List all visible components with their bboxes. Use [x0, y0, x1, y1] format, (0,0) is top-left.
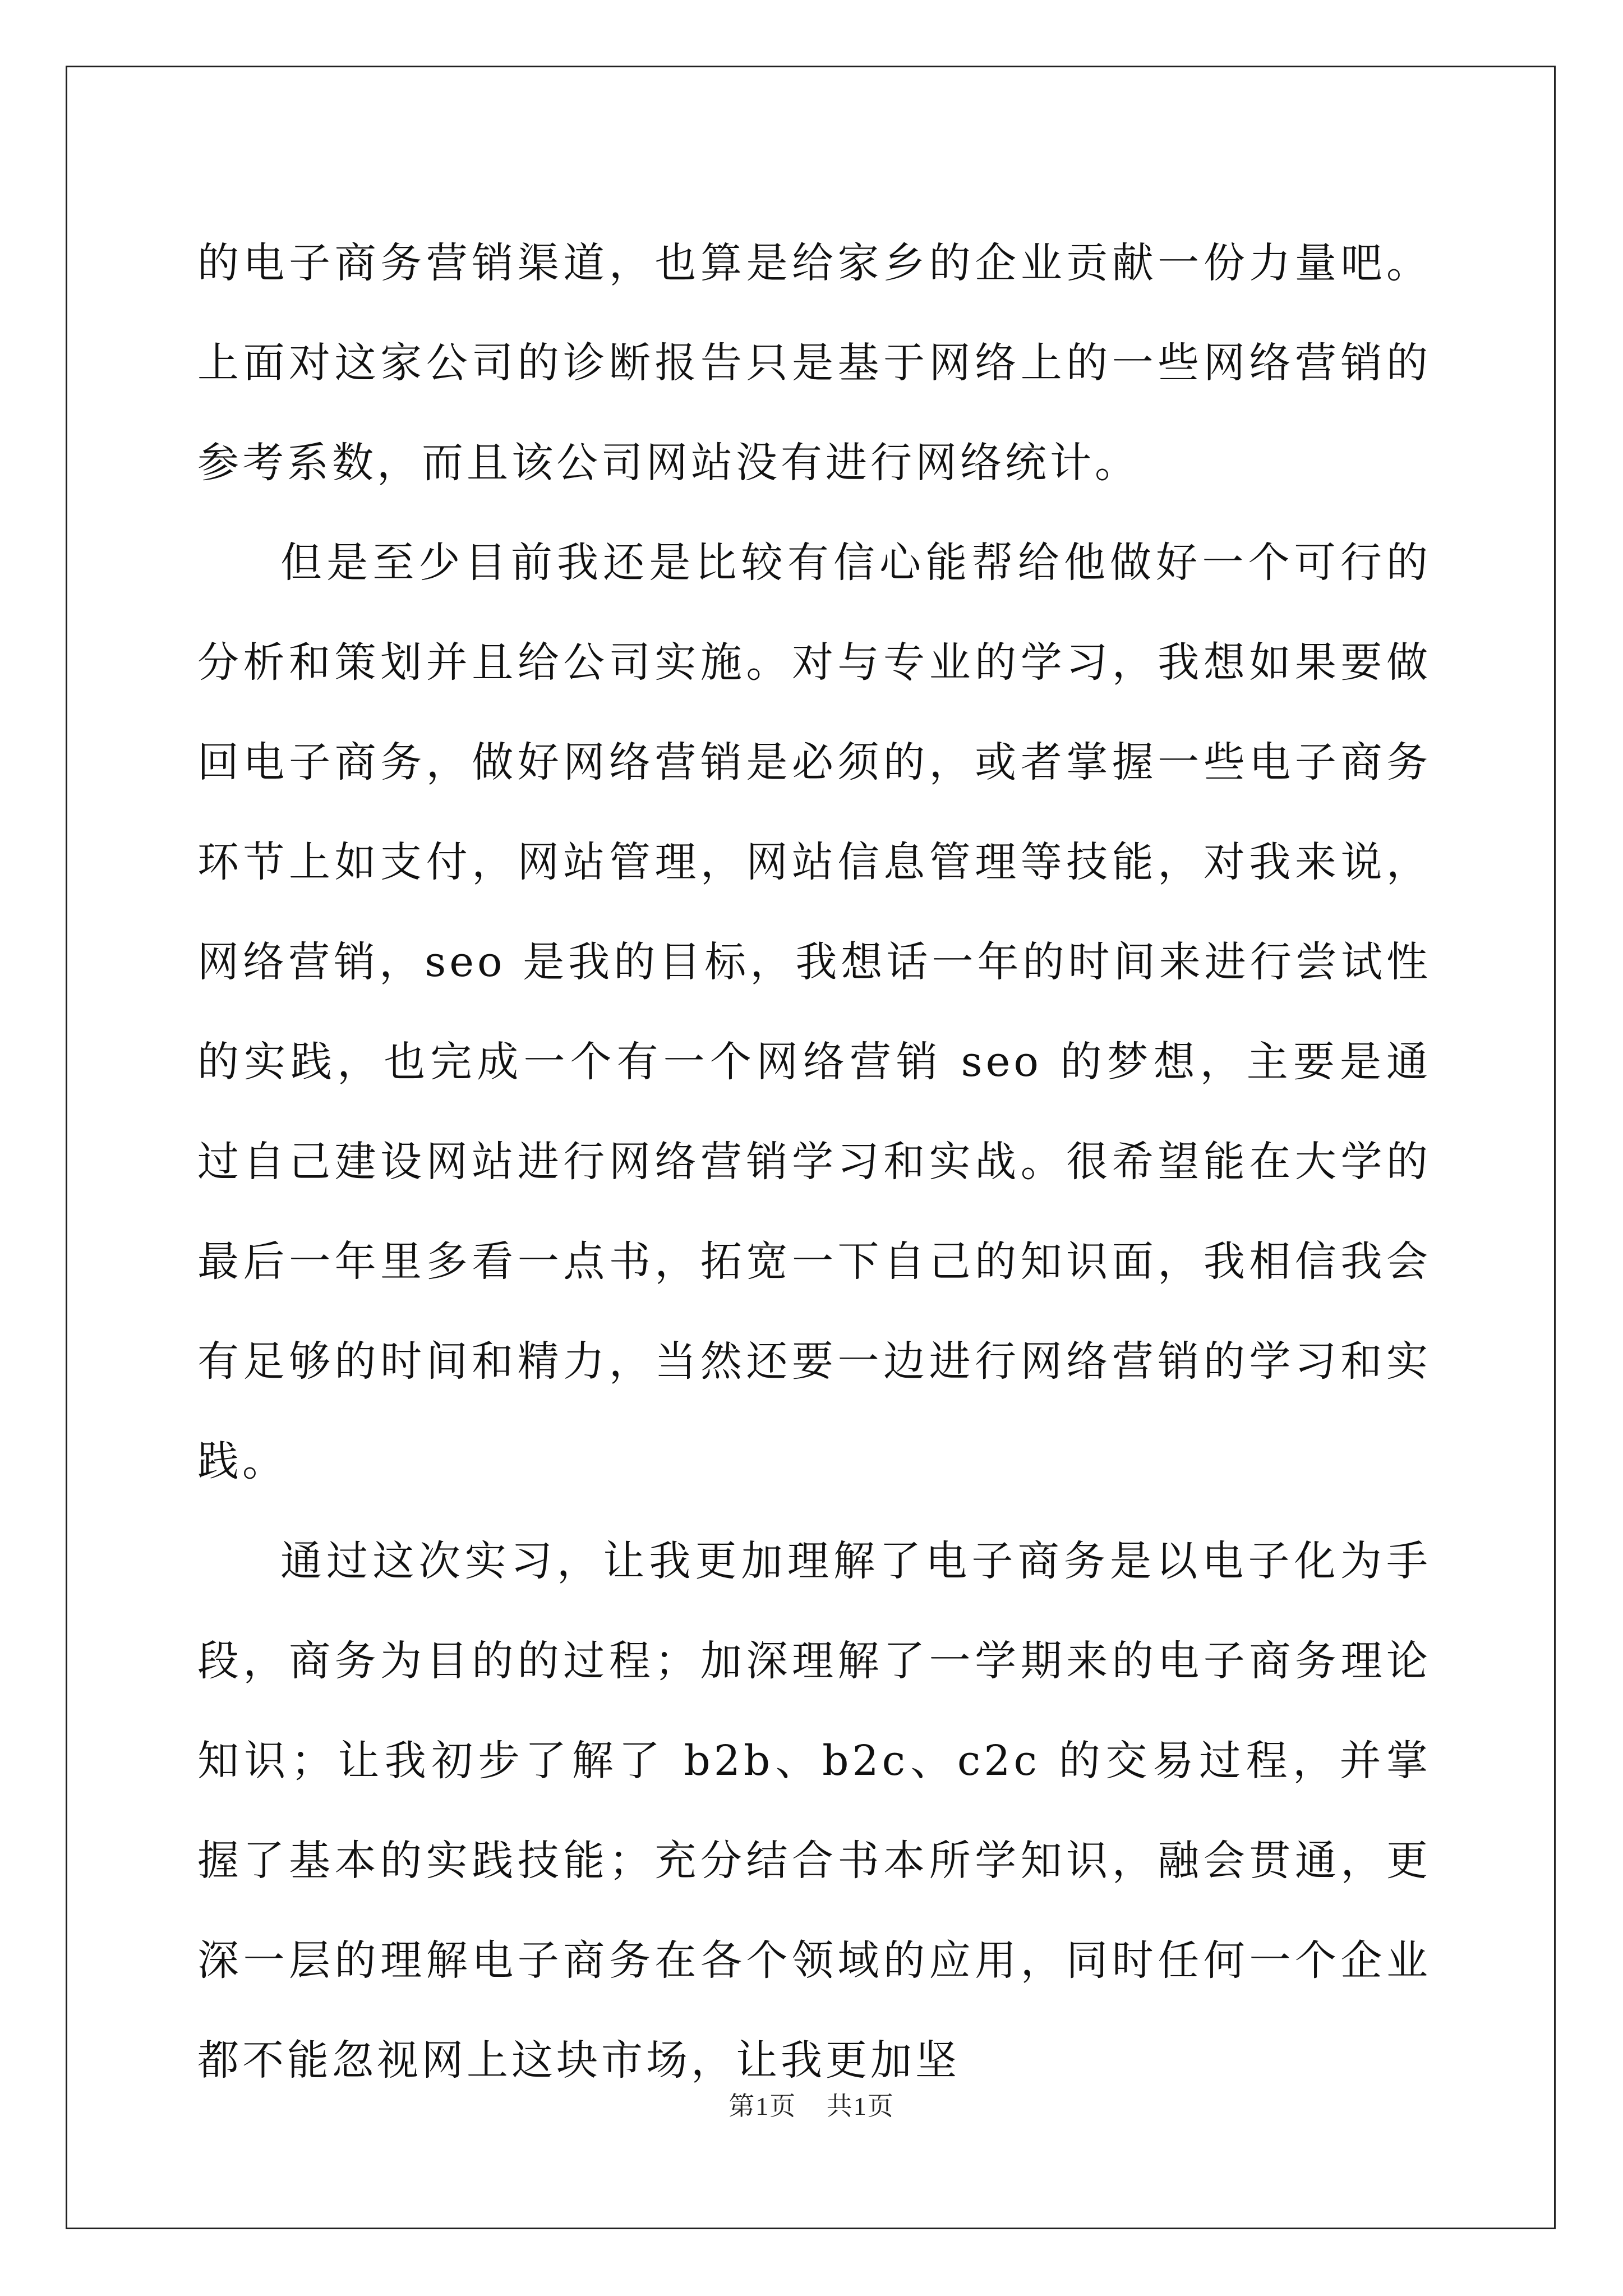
- page-total: 共1页: [826, 2092, 895, 2120]
- paragraph-3: 通过这次实习，让我更加理解了电子商务是以电子化为手段，商务为目的的过程；加深理解了一学期来的电子商务理论知识；让我初步了解了 b2b、b2c、c2c 的交易过程，并掌握了基本的实践技能；充分结合书本所学知识，融会贯通，更深一层的理解电子商务在各个领域的应用，同时任何一个企业都不能忽视网上这块市场，让我更加坚: [197, 1537, 1431, 2085]
- page-footer: [0, 2086, 1623, 2123]
- document-body: [197, 213, 1431, 2110]
- paragraph-1: 的电子商务营销渠道，也算是给家乡的企业贡献一份力量吧。上面对这家公司的诊断报告只是基于网络上的一些网络营销的参考系数，而且该公司网站没有进行网络统计。: [197, 239, 1431, 487]
- page-number: 第1页: [728, 2092, 797, 2120]
- paragraph-2: 但是至少目前我还是比较有信心能帮给他做好一个可行的分析和策划并且给公司实施。对与专业的学习，我想如果要做回电子商务，做好网络营销是必须的，或者掌握一些电子商务环节上如支付，网站管理，网站信息管理等技能，对我来说，网络营销，seo 是我的目标，我想话一年的时间来进行尝试性的实践，也完成一个有一个网络营销 seo 的梦想，主要是通过自己建设网站进行网络营销学习和实战。很希望能在大学的最后一年里多看一点书，拓宽一下自己的知识面，我相信我会有足够的时间和精力，当然还要一边进行网络营销的学习和实践。: [197, 539, 1431, 1485]
